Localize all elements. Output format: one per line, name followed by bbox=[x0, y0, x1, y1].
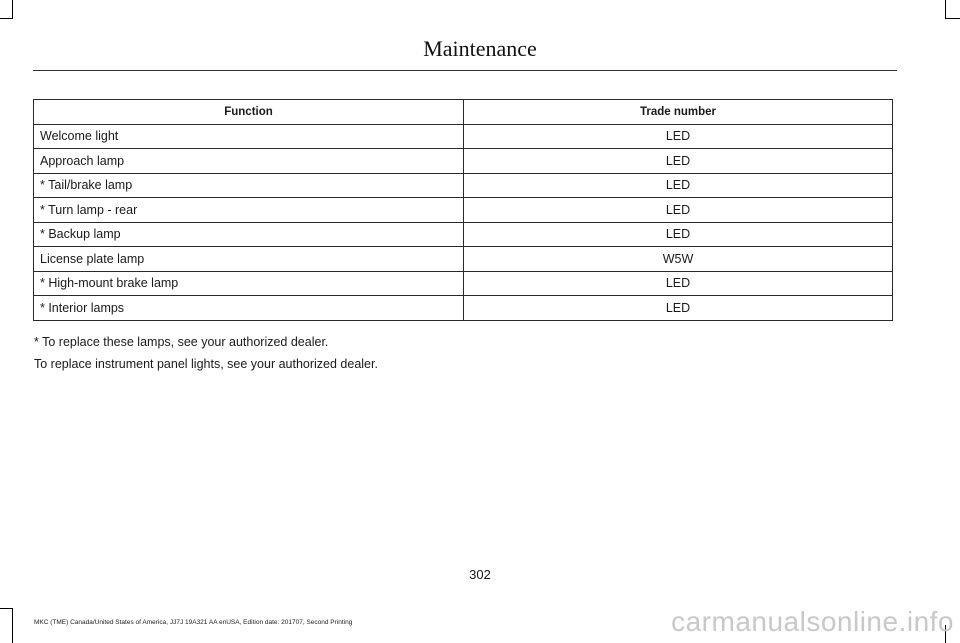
footnote-dealer-lamps: * To replace these lamps, see your authorized dealer. bbox=[34, 335, 329, 349]
table-header-row bbox=[34, 100, 893, 125]
footer-edition-info: MKC (TME) Canada/United States of America, JJ7J 19A321 AA enUSA, Edition date: 201707, Second Printing bbox=[34, 619, 353, 626]
crop-mark-bottom-left-h bbox=[0, 608, 13, 609]
watermark: carmanualsonline.info bbox=[671, 606, 954, 637]
trade-number-cell: LED bbox=[464, 271, 893, 296]
table-row bbox=[34, 124, 893, 149]
page-title: Maintenance bbox=[423, 36, 537, 61]
table-row bbox=[34, 296, 893, 321]
column-header-trade-number: Trade number bbox=[464, 100, 893, 125]
trade-number-cell: LED bbox=[464, 222, 893, 247]
trade-number-cell: W5W bbox=[464, 247, 893, 272]
page-number: 302 bbox=[469, 567, 491, 582]
function-cell: * Tail/brake lamp bbox=[34, 173, 464, 198]
function-cell: * High-mount brake lamp bbox=[34, 271, 464, 296]
table-row bbox=[34, 173, 893, 198]
function-cell: * Backup lamp bbox=[34, 222, 464, 247]
column-header-function: Function bbox=[34, 100, 464, 125]
function-cell: * Turn lamp - rear bbox=[34, 198, 464, 223]
trade-number-cell: LED bbox=[464, 149, 893, 174]
function-cell: Welcome light bbox=[34, 124, 464, 149]
table-row bbox=[34, 198, 893, 223]
function-cell: * Interior lamps bbox=[34, 296, 464, 321]
trade-number-cell: LED bbox=[464, 198, 893, 223]
crop-mark-top-right-h bbox=[945, 18, 960, 19]
function-cell: Approach lamp bbox=[34, 149, 464, 174]
function-cell: License plate lamp bbox=[34, 247, 464, 272]
crop-mark-top-left-h bbox=[0, 18, 13, 19]
table-row bbox=[34, 149, 893, 174]
table-row bbox=[34, 271, 893, 296]
crop-mark-bottom-left-v bbox=[12, 608, 13, 643]
header-divider bbox=[33, 70, 897, 71]
trade-number-cell: LED bbox=[464, 296, 893, 321]
crop-mark-top-left-v bbox=[12, 0, 13, 18]
table-row bbox=[34, 247, 893, 272]
trade-number-cell: LED bbox=[464, 173, 893, 198]
lamp-table bbox=[33, 99, 893, 321]
table-row bbox=[34, 222, 893, 247]
crop-mark-top-right-v bbox=[945, 0, 946, 18]
note-instrument-panel: To replace instrument panel lights, see your authorized dealer. bbox=[34, 357, 378, 371]
trade-number-cell: LED bbox=[464, 124, 893, 149]
